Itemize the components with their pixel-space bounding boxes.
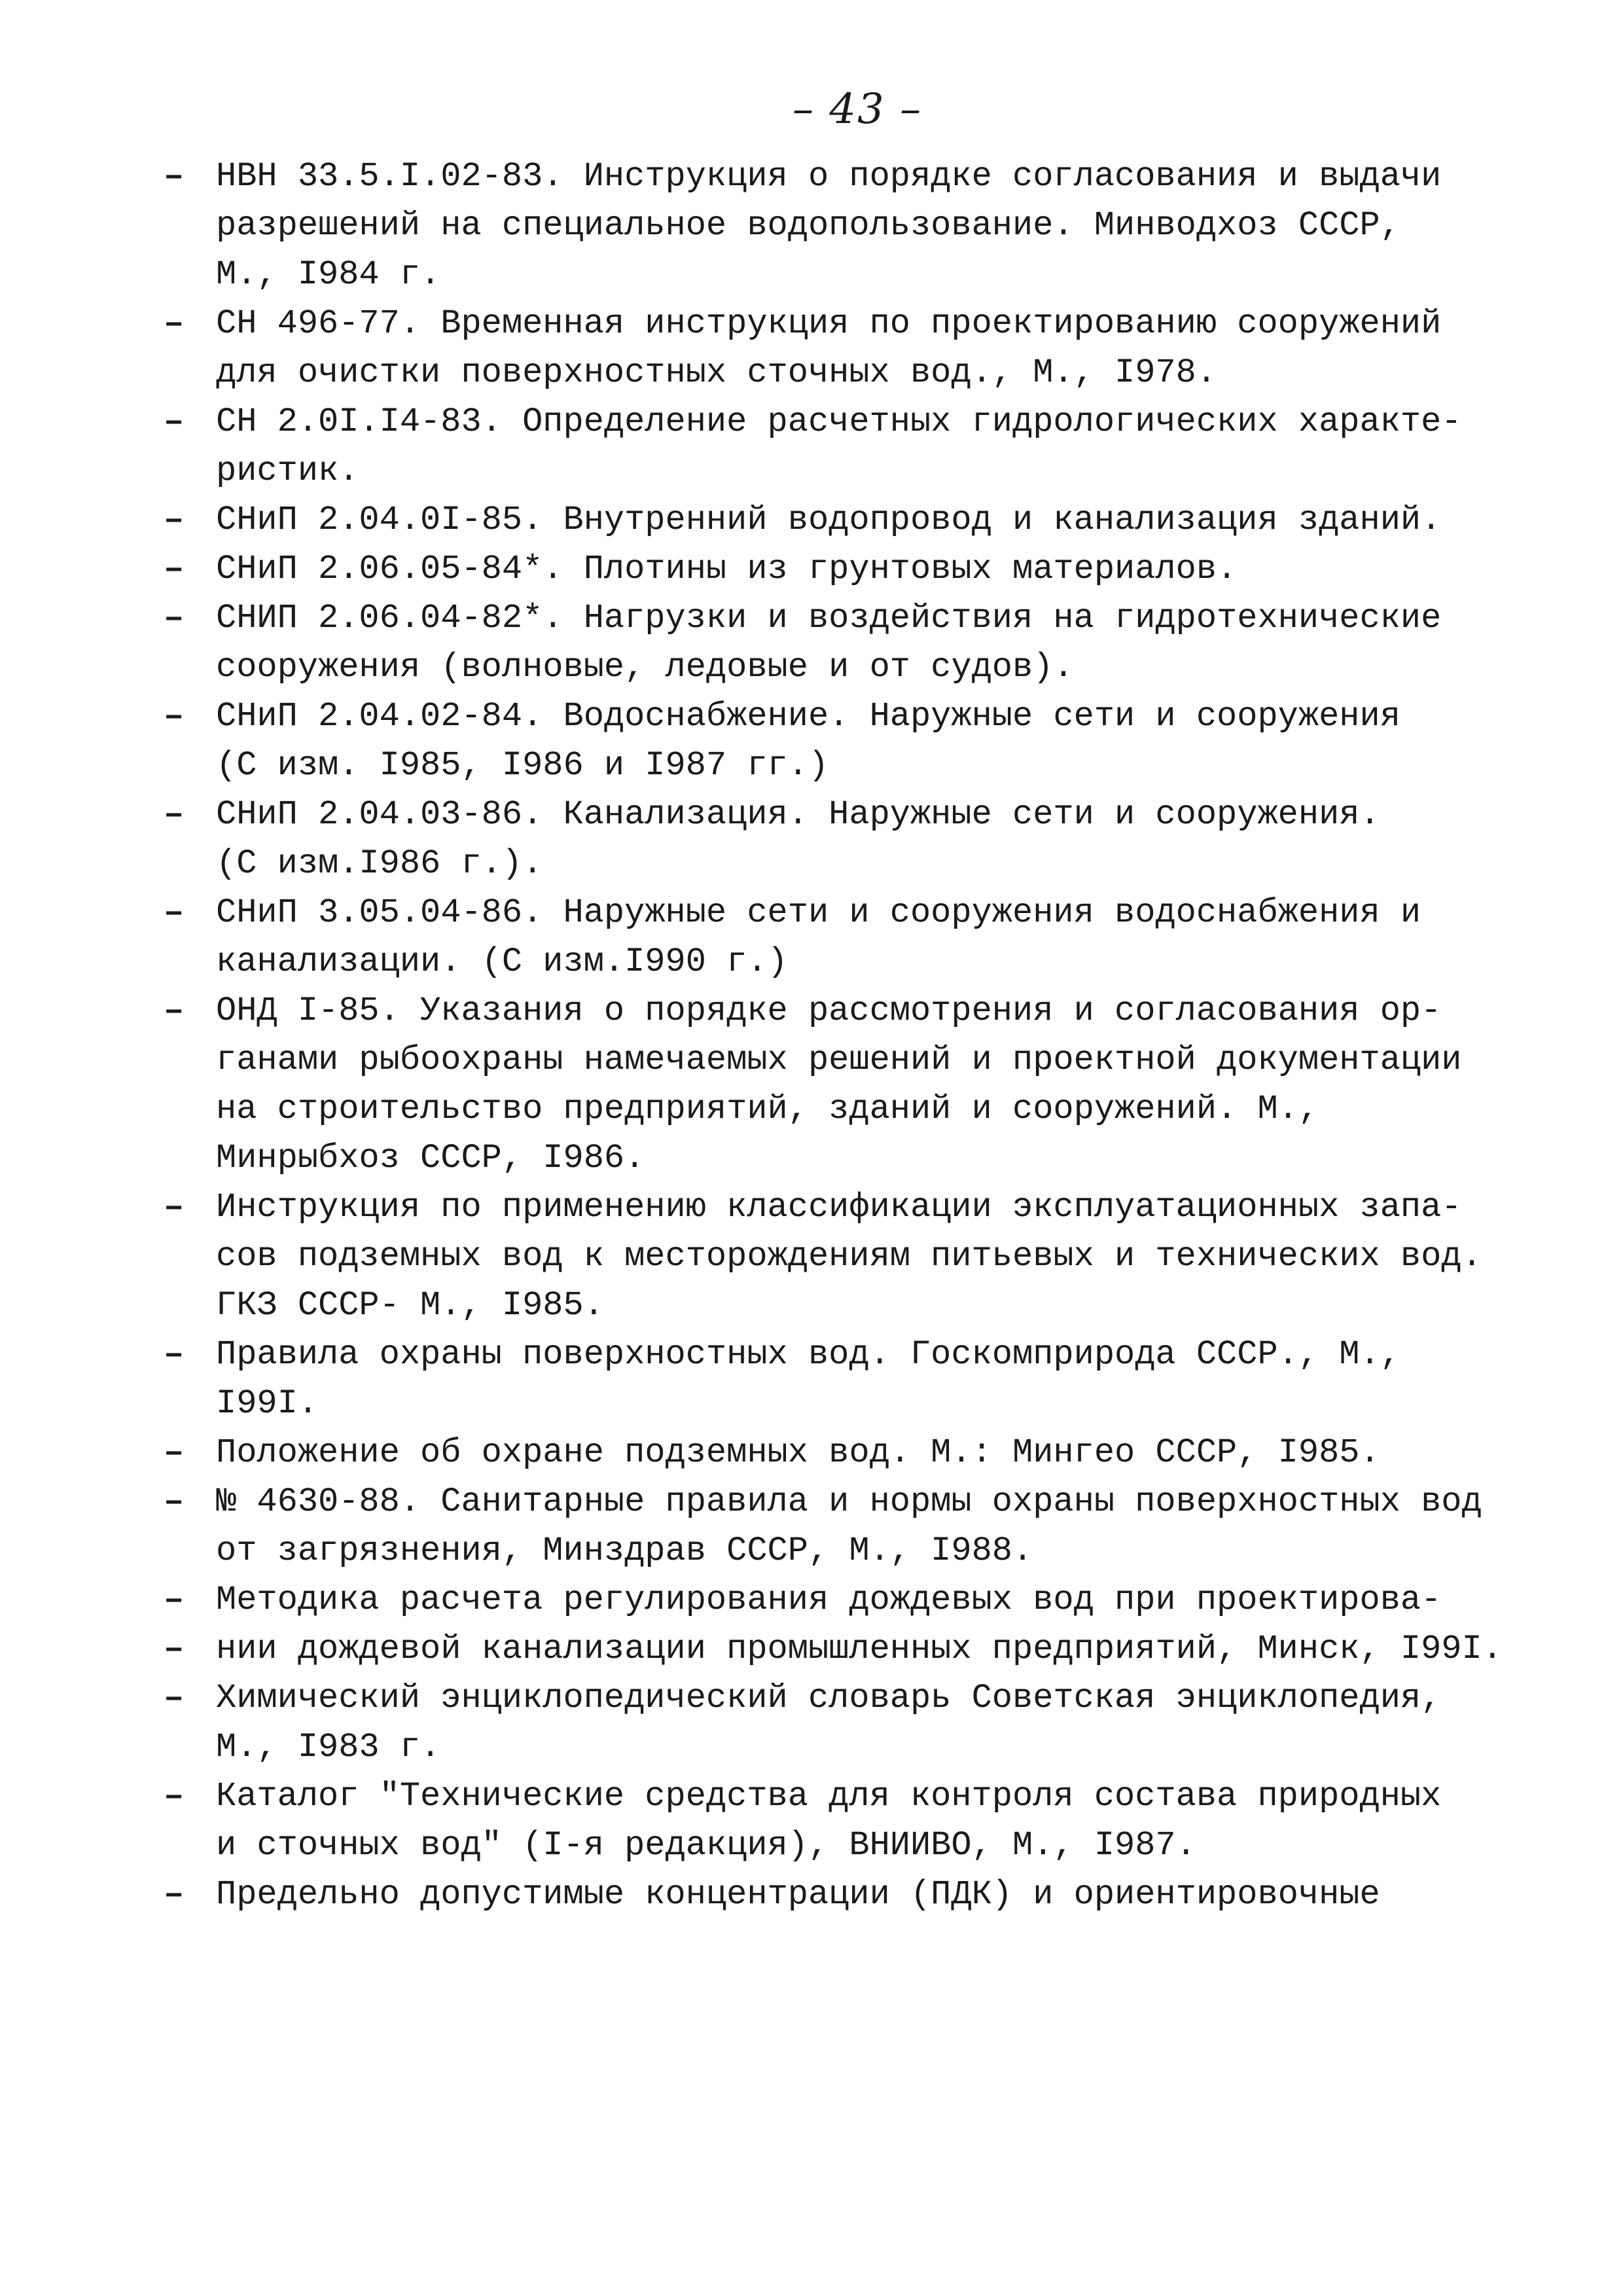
list-bullet-dash: – (164, 1433, 185, 1472)
reference-entry (164, 1428, 1518, 1477)
reference-line: нии дождевой канализации промышленных предприятий, Минск, I99I. (216, 1630, 1503, 1668)
reference-entry (164, 545, 1518, 594)
reference-line: разрешений на специальное водопользование. Минводхоз СССР, (216, 206, 1400, 245)
reference-line: № 4630-88. Санитарные правила и нормы охраны поверхностных вод (216, 1482, 1482, 1521)
reference-entry (164, 986, 1518, 1183)
page-number: – 43 – (792, 85, 923, 134)
reference-line: ганами рыбоохраны намечаемых решений и проектной документации (216, 1041, 1462, 1079)
reference-line: Методика расчета регулирования дождевых вод при проектирова- (216, 1581, 1442, 1619)
reference-line: ОНД I-85. Указания о порядке рассмотрения и согласования ор- (216, 992, 1442, 1030)
reference-line: СНИП 2.06.04-82*. Нагрузки и воздействия на гидротехнические (216, 599, 1442, 637)
reference-line: Минрыбхоз СССР, I986. (216, 1139, 645, 1177)
reference-line: (С изм. I985, I986 и I987 гг.) (216, 746, 829, 785)
reference-line: СНиП 2.04.02-84. Водоснабжение. Наружные сети и сооружения (216, 697, 1400, 736)
reference-line: СНиП 3.05.04-86. Наружные сети и сооружения водоснабжения и (216, 893, 1421, 932)
reference-line: сов подземных вод к месторождениям питьевых и технических вод. (216, 1237, 1482, 1276)
list-bullet-dash: – – (164, 1581, 205, 1668)
reference-line: на строительство предприятий, зданий и сооружений. М., (216, 1090, 1319, 1128)
list-bullet-dash: – (164, 1679, 185, 1717)
reference-entry (164, 888, 1518, 986)
list-bullet-dash: – (164, 599, 185, 637)
list-bullet-dash: – (164, 157, 185, 196)
reference-entry (164, 692, 1518, 790)
reference-entry (164, 1674, 1518, 1772)
reference-entry (164, 1772, 1518, 1870)
list-bullet-dash: – (164, 550, 185, 588)
reference-line: канализации. (С изм.I990 г.) (216, 942, 788, 981)
reference-entry (164, 1183, 1518, 1330)
reference-entry (164, 1575, 1518, 1674)
reference-line: Положение об охране подземных вод. М.: Мингео СССР, I985. (216, 1433, 1380, 1472)
reference-line: СН 2.0I.I4-83. Определение расчетных гидрологических характе- (216, 403, 1462, 441)
reference-line: СНиП 2.04.0I-85. Внутренний водопровод и канализация зданий. (216, 501, 1442, 539)
reference-line: М., I983 г. (216, 1728, 441, 1767)
reference-entry (164, 1477, 1518, 1575)
reference-line: Каталог "Технические средства для контроля состава природных (216, 1777, 1442, 1816)
list-bullet-dash: – (164, 501, 185, 539)
reference-line: сооружения (волновые, ледовые и от судов). (216, 648, 1074, 687)
list-bullet-dash: – (164, 1777, 185, 1816)
reference-entry (164, 1870, 1518, 1919)
list-bullet-dash: – (164, 403, 185, 441)
reference-entry (164, 299, 1518, 397)
reference-line: СНиП 2.06.05-84*. Плотины из грунтовых материалов. (216, 550, 1238, 588)
reference-entry (164, 1330, 1518, 1428)
list-bullet-dash: – (164, 1188, 185, 1227)
reference-line: СН 496-77. Временная инструкция по проектированию сооружений (216, 304, 1442, 343)
list-bullet-dash: – (164, 893, 185, 932)
reference-line: ГКЗ СССР- М., I985. (216, 1286, 604, 1325)
reference-entry (164, 397, 1518, 495)
list-bullet-dash: – (164, 304, 185, 343)
reference-line: Правила охраны поверхностных вод. Госкомприрода СССР., М., (216, 1335, 1400, 1374)
reference-line: Химический энциклопедический словарь Советская энциклопедия, (216, 1679, 1442, 1717)
reference-line: М., I984 г. (216, 255, 441, 294)
reference-line: ристик. (216, 452, 359, 490)
reference-list (164, 152, 1518, 1919)
reference-entry (164, 594, 1518, 692)
reference-entry (164, 495, 1518, 545)
reference-entry (164, 152, 1518, 299)
reference-line: (С изм.I986 г.). (216, 844, 543, 883)
list-bullet-dash: – (164, 795, 185, 834)
reference-line: НВН 33.5.I.02-83. Инструкция о порядке согласования и выдачи (216, 157, 1442, 196)
reference-line: I99I. (216, 1384, 319, 1423)
reference-entry (164, 790, 1518, 888)
reference-line: для очистки поверхностных сточных вод., М., I978. (216, 353, 1217, 392)
reference-line: Предельно допустимые концентрации (ПДК) и ориентировочные (216, 1875, 1380, 1914)
reference-line: Инструкция по применению классификации эксплуатационных запа- (216, 1188, 1462, 1227)
list-bullet-dash: – (164, 1335, 185, 1374)
list-bullet-dash: – (164, 1482, 185, 1521)
list-bullet-dash: – (164, 1875, 185, 1914)
list-bullet-dash: – (164, 992, 185, 1030)
list-bullet-dash: – (164, 697, 185, 736)
reference-line: от загрязнения, Минздрав СССР, М., I988. (216, 1532, 1033, 1570)
reference-line: и сточных вод" (I-я редакция), ВНИИВО, М., I987. (216, 1826, 1196, 1865)
reference-line: СНиП 2.04.03-86. Канализация. Наружные сети и сооружения. (216, 795, 1380, 834)
